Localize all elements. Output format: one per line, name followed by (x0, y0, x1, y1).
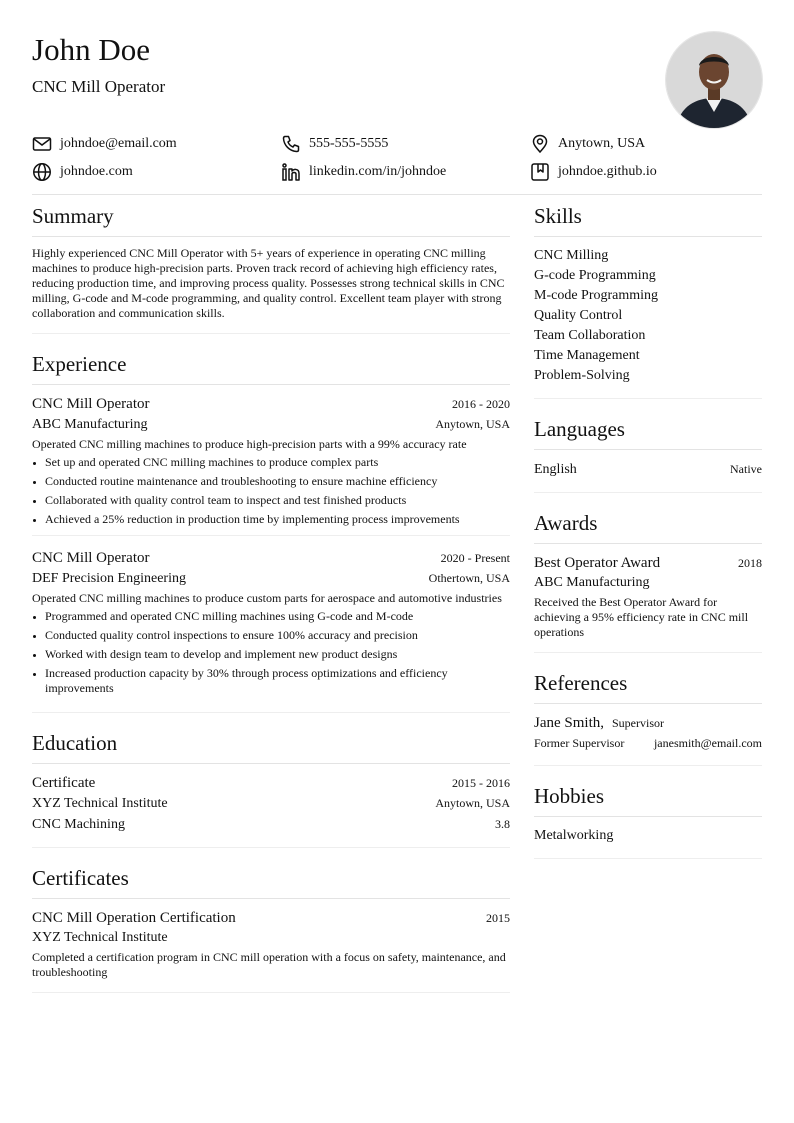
contact-email[interactable] (32, 134, 281, 154)
skill-item: CNC Milling (534, 248, 609, 263)
certificate-name: CNC Mill Operation Certification (32, 910, 236, 926)
contact-linkedin[interactable] (281, 162, 530, 182)
language-name: English (534, 462, 577, 477)
certificate-year: 2015 (486, 911, 510, 925)
location-icon (530, 134, 550, 154)
languages-heading: Languages (534, 417, 762, 450)
location-text: Anytown, USA (558, 136, 646, 151)
phone-text: 555-555-5555 (309, 136, 389, 151)
email-text: johndoe@email.com (60, 136, 177, 151)
skill-item: Time Management (534, 348, 640, 363)
award-description: Received the Best Operator Award for achieving a 95% efficiency rate in CNC mill operations (534, 595, 749, 639)
job-role: CNC Mill Operator (32, 396, 150, 412)
education-school: XYZ Technical Institute (32, 796, 168, 811)
languages-section (534, 417, 762, 493)
github-icon (530, 162, 550, 182)
education-location: Anytown, USA (435, 796, 510, 810)
hobby-item: Metalworking (534, 828, 614, 843)
certificates-heading: Certificates (32, 866, 510, 899)
references-heading: References (534, 671, 762, 704)
summary-section (32, 204, 510, 334)
certificate-description: Completed a certification program in CNC mill operation with a focus on safety, maintenance, and troubleshooting (32, 950, 506, 979)
education-dates: 2015 - 2016 (452, 776, 510, 790)
education-heading: Education (32, 731, 510, 764)
skill-item: Team Collaboration (534, 328, 646, 343)
job-dates: 2016 - 2020 (452, 397, 510, 411)
skill-item: Problem-Solving (534, 368, 630, 383)
experience-section (32, 352, 510, 713)
experience-heading: Experience (32, 352, 510, 385)
candidate-title: CNC Mill Operator (32, 77, 166, 96)
certificate-issuer: XYZ Technical Institute (32, 930, 168, 945)
website-text: johndoe.com (60, 164, 133, 179)
reference-name: Jane Smith, (534, 715, 604, 731)
skills-heading: Skills (534, 204, 762, 237)
language-level: Native (730, 462, 762, 476)
reference-email[interactable]: janesmith@email.com (653, 736, 762, 750)
contact-github[interactable] (530, 162, 762, 182)
award-name: Best Operator Award (534, 555, 661, 571)
certificates-section (32, 866, 510, 993)
job-role: CNC Mill Operator (32, 550, 150, 566)
education-gpa: 3.8 (495, 817, 510, 831)
job-bullets (32, 609, 510, 696)
job-bullet: • Achieved a 25% reduction in production time by implementing process improvements (45, 512, 510, 527)
job-description: Operated CNC milling machines to produce custom parts for aerospace and automotive industries (32, 591, 502, 605)
resume-header (32, 32, 762, 128)
mail-icon (32, 134, 52, 154)
linkedin-text: linkedin.com/in/johndoe (309, 164, 447, 179)
linkedin-icon (281, 162, 301, 182)
job-location: Anytown, USA (435, 417, 510, 431)
education-degree: Certificate (32, 775, 96, 791)
contact-phone[interactable] (281, 134, 530, 154)
header-divider (32, 194, 762, 195)
references-section (534, 671, 762, 766)
candidate-name: John Doe (32, 32, 150, 67)
awards-heading: Awards (534, 511, 762, 544)
job-bullet: • Set up and operated CNC milling machines to produce complex parts (45, 455, 510, 470)
skill-item: G-code Programming (534, 268, 656, 283)
job-entry (32, 535, 510, 696)
contact-location (530, 134, 762, 154)
hobbies-section (534, 784, 762, 859)
resume-body (32, 204, 762, 1011)
job-bullet: • Worked with design team to develop and implement new product designs (45, 647, 510, 662)
job-company: DEF Precision Engineering (32, 571, 186, 586)
summary-text: Highly experienced CNC Mill Operator with 5+ years of experience in operating CNC milling machines to produce high-precision parts. Proven track record of achieving high efficiency rates, reducing production time, and improving process quality. Possesses strong technical skills in CNC milling, G-code and M-code programming, and quality control. Excellent team player with strong collaboration and communication skills. (32, 246, 505, 320)
reference-role: Supervisor (612, 716, 664, 730)
job-dates: 2020 - Present (440, 551, 510, 565)
right-column (534, 204, 762, 1011)
education-section (32, 731, 510, 848)
job-location: Othertown, USA (428, 571, 510, 585)
left-column (32, 204, 510, 1011)
reference-relation: Former Supervisor (534, 736, 625, 750)
job-bullets (32, 455, 510, 527)
job-bullet: • Collaborated with quality control team to inspect and test finished products (45, 493, 510, 508)
summary-heading: Summary (32, 204, 510, 237)
skill-item: M-code Programming (534, 288, 659, 303)
skills-section (534, 204, 762, 399)
phone-icon (281, 134, 301, 154)
job-bullet: • Conducted quality control inspections to ensure 100% accuracy and precision (45, 628, 510, 643)
job-bullet: • Conducted routine maintenance and troubleshooting to ensure machine efficiency (45, 474, 510, 489)
job-entry (32, 394, 510, 527)
hobbies-heading: Hobbies (534, 784, 762, 817)
github-text: johndoe.github.io (558, 164, 657, 179)
award-issuer: ABC Manufacturing (534, 575, 650, 590)
globe-icon (32, 162, 52, 182)
job-bullet: • Programmed and operated CNC milling machines using G-code and M-code (45, 609, 510, 624)
award-year: 2018 (738, 556, 762, 570)
job-company: ABC Manufacturing (32, 417, 148, 432)
job-description: Operated CNC milling machines to produce high-precision parts with a 99% accuracy rate (32, 437, 467, 451)
job-bullet: • Increased production capacity by 30% through process optimizations and efficiency improvements (45, 666, 510, 696)
contact-list (32, 134, 762, 182)
contact-website[interactable] (32, 162, 281, 182)
skill-item: Quality Control (534, 308, 623, 323)
awards-section (534, 511, 762, 653)
education-field: CNC Machining (32, 817, 125, 832)
profile-photo (666, 32, 762, 128)
